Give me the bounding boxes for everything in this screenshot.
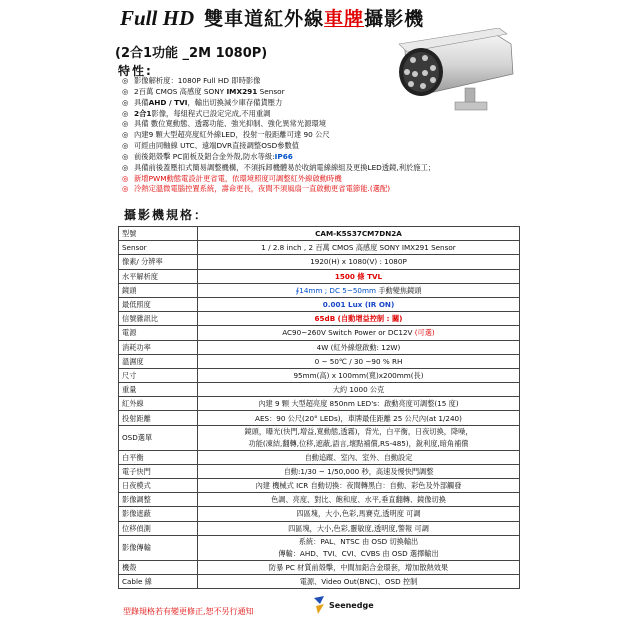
spec-heading: 攝影機規格： [124,208,209,222]
spec-key: 消耗功率 [119,340,198,354]
spec-lens: ∮14mm ; DC 5~50mm [295,285,379,295]
spec-text: 防暴 PC 材質前殼擊，中間加鋁合金環套，增加散熱效果 [268,562,449,572]
spec-row [119,521,520,535]
spec-value [198,535,520,560]
feature-item [122,174,542,185]
spec-value [198,383,520,397]
spec-line: 系統：PAL、NTSC 由 OSD 切換輸出 [298,536,419,546]
spec-lens-tail: 手動變焦鏡頭 [378,285,422,295]
feature-text-tail: ，輸出切換減少庫存備貨壓力 [187,97,283,107]
spec-line: 鏡頭，曝光(快門,增益,寬動態,透霧)，背光，白平衡，日夜切換，降噪， [244,426,473,436]
spec-text: 色調、亮度、對比、飽和度、水平,垂直翻轉、鏡像切換 [271,495,446,505]
feature-text: 冷熱定溫微電腦控置系統，壽命更長，夜間不須風扇一直啟動更省電節能.(選配) [134,184,391,194]
title-en: Full HD [120,6,195,30]
spec-value [198,521,520,535]
spec-row [119,493,520,507]
feature-bold: 2合1 [134,108,152,118]
feature-text: 具備 數位寬動態、透霧功能、強光抑制、強化異常光源環境 [134,119,327,129]
subtitle: (2合1功能 _2M 1080P) [115,46,268,61]
spec-row [119,241,520,255]
feature-item [122,76,542,87]
bullet-mark: ◎ [122,108,129,118]
spec-key: 位移偵測 [119,521,198,535]
spec-value [198,241,520,255]
feature-item [122,98,542,109]
title-zh: 雙車道紅外線車牌攝影機 [204,8,425,30]
feature-text-tail: Sensor [257,86,285,96]
bullet-mark: ◎ [122,141,129,151]
footer-note: 型錄規格若有變更修正,恕不另行通知 [123,607,254,616]
spec-value [198,368,520,382]
seenedge-logo-icon [312,596,326,614]
bullet-mark: ◎ [122,184,129,194]
spec-value [198,574,520,588]
feature-item [122,119,542,130]
spec-row [119,450,520,464]
spec-text: 95mm(高) x 100mm(寬)x200mm(長) [293,370,424,380]
feature-item [122,109,542,120]
spec-text: 大約 1000 公克 [332,385,385,395]
spec-text: 四區塊，大小,色彩,馬賽克,透明度 可調 [296,509,421,519]
spec-value [198,493,520,507]
spec-text: 內建 機械式 ICR 自動切換：夜間轉黑白：自動、彩色及外部觸發 [255,481,462,491]
spec-row [119,368,520,382]
bullet-mark: ◎ [122,86,129,96]
spec-key: Sensor [119,241,198,255]
spec-value [198,411,520,425]
spec-key: 水平解析度 [119,269,198,283]
feature-item [122,141,542,152]
spec-text: 自動追蹤、室內、室外、自動設定 [304,452,413,462]
spec-value [198,507,520,521]
spec-key: OSD選單 [119,425,198,450]
spec-key: Cable 線 [119,574,198,588]
brand-name: Seenedge [329,600,374,610]
spec-row [119,297,520,311]
spec-value [198,326,520,340]
spec-key: 投射距離 [119,411,198,425]
spec-key: 信號雜訊比 [119,312,198,326]
spec-table [118,226,520,589]
feature-text: 2百萬 CMOS 高感度 SONY [134,86,227,96]
spec-optional: (可選) [414,328,435,338]
bullet-mark: ◎ [122,162,129,172]
feature-text: 內建9 顆大型超亮度紅外線LED，投射一般距離可達 90 公尺 [134,130,330,140]
spec-text: 0.001 Lux (IR ON) [322,300,395,310]
page-title [120,4,424,38]
spec-text: CAM-K5S37CM7DN2A [315,229,402,239]
spec-key: 影像遮蔽 [119,507,198,521]
spec-key: 型號 [119,227,198,241]
spec-row [119,326,520,340]
spec-row [119,411,520,425]
spec-text: 內建 9 顆 大型超亮度 850nm LED's：啟動亮度可調整(15 度) [258,399,459,409]
feature-text: 新增PWM動態電設計更省電，依環境照度可調整紅外線啟動時機 [134,173,342,183]
spec-row [119,425,520,450]
spec-text: 自動:1/30 ~ 1/50,000 秒，高速及慢快門調整 [283,466,434,476]
spec-text: 65dB (自動增益控制 : 關) [314,314,403,324]
spec-value [198,560,520,574]
spec-text: 0 ~ 50℃ / 30 ~90 % RH [314,356,403,366]
spec-line: 功能(凍結,翻轉,位移,遮蔽,語言,壞點補償,RS-485)，銳利度,暗角補償 [248,438,469,448]
spec-value [198,354,520,368]
feature-text: 前後鋁殼擊 PC面板及鋁合金外殼,防水等級: [134,151,275,161]
spec-value [198,425,520,450]
spec-key: 電源 [119,326,198,340]
spec-value [198,269,520,283]
spec-value [198,340,520,354]
title-highlight: 車牌 [324,8,365,30]
spec-line: 傳輸：AHD、TVI、CVI、CVBS 由 OSD 選擇輸出 [278,548,439,558]
spec-text: 四區塊，大小,色彩,靈敏度,透明度,警報 可調 [288,523,429,533]
spec-text: AES：90 公尺(20° LEDs)，車牌最佳距離 25 公尺內(at 1/240) [255,413,462,423]
spec-key: 白平衡 [119,450,198,464]
spec-value [198,227,520,241]
features-list [122,76,542,195]
spec-value [198,479,520,493]
spec-text: 1500 條 TVL [334,271,383,281]
spec-row [119,269,520,283]
spec-value [198,397,520,411]
spec-value [198,283,520,297]
spec-key: 影像調整 [119,493,198,507]
spec-value [198,312,520,326]
spec-value [198,464,520,478]
spec-key: 像素/ 分辨率 [119,255,198,269]
spec-key: 鏡頭 [119,283,198,297]
spec-text: 1 / 2.8 inch , 2 百萬 CMOS 高感度 SONY IMX291 Sensor [261,243,456,253]
feature-item [122,163,542,174]
spec-row [119,560,520,574]
bullet-mark: ◎ [122,130,129,140]
spec-text: 4W (紅外線燈啟動: 12W) [316,342,401,352]
feature-item [122,87,542,98]
spec-row [119,383,520,397]
spec-row [119,464,520,478]
bullet-mark: ◎ [122,151,129,161]
feature-highlight: IP66 [274,151,293,161]
feature-text: 可經由同軸線 UTC、遠端DVR直接調整OSD參數值 [134,141,300,151]
spec-row [119,507,520,521]
feature-item [122,184,542,195]
feature-item [122,152,542,163]
bullet-mark: ◎ [122,173,129,183]
bullet-mark: ◎ [122,119,129,129]
spec-key: 紅外線 [119,397,198,411]
feature-text: 影像解析度：1080P Full HD 即時影像 [134,76,261,85]
spec-value [198,297,520,311]
spec-key: 最低照度 [119,297,198,311]
spec-key: 重量 [119,383,198,397]
bullet-mark: ◎ [122,76,129,85]
feature-bold: AHD / TVI [148,97,188,107]
spec-row [119,354,520,368]
spec-key: 尺寸 [119,368,198,382]
spec-row [119,312,520,326]
spec-row [119,340,520,354]
feature-item [122,130,542,141]
spec-text: 1920(H) x 1080(V) : 1080P [310,257,407,267]
spec-key: 溫濕度 [119,354,198,368]
spec-row [119,255,520,269]
spec-key: 電子快門 [119,464,198,478]
spec-value [198,255,520,269]
features-heading: 特性: [118,64,153,78]
spec-value [198,450,520,464]
bullet-mark: ◎ [122,97,129,107]
spec-row [119,479,520,493]
feature-text-tail: 影像，每組程式已設定完成,不用重調 [151,108,271,118]
feature-bold: IMX291 [226,86,258,96]
spec-row [119,535,520,560]
brand [312,596,374,614]
spec-row [119,397,520,411]
feature-text: 具備前後蓋壓扣式簡易調整機構，不須拆卸機體易於收納電線線組及更換LED透鏡,利於施工； [134,162,436,172]
spec-row [119,227,520,241]
spec-key: 日夜模式 [119,479,198,493]
feature-text: 具備 [134,97,149,107]
spec-key: 機殼 [119,560,198,574]
spec-row [119,283,520,297]
spec-row [119,574,520,588]
spec-key: 影像傳輸 [119,535,198,560]
spec-text: AC90~260V Switch Power or DC12V [282,328,415,338]
spec-text: 電源、Video Out(BNC)、OSD 控制 [299,577,418,587]
